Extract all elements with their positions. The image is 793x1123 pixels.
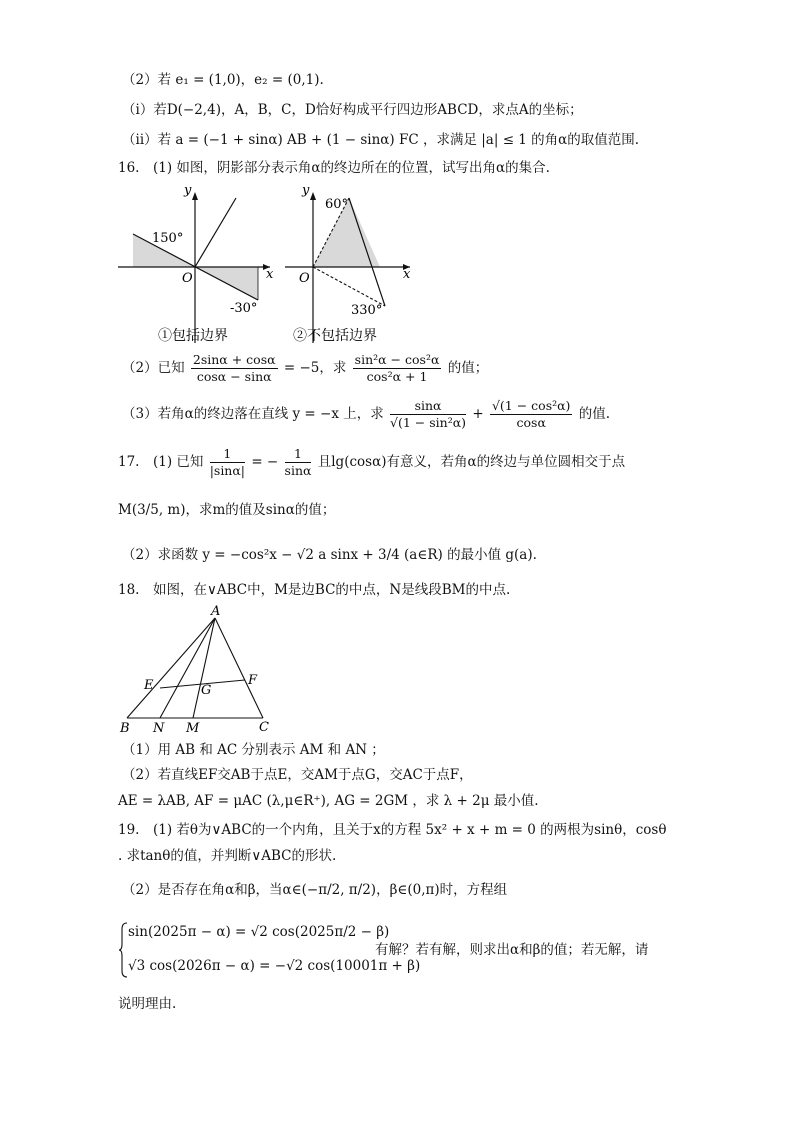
plus-sign: + [472,406,484,422]
q16-p2-lead: （2）已知 [122,360,185,376]
angle-neg30-label: -30° [230,301,258,316]
fraction-numerator: 1 [210,446,245,463]
fraction-numerator: √(1 − cos²α) [491,398,571,413]
q16-figure-2 [285,178,425,348]
fraction-denominator: sinα [284,463,312,478]
fraction [191,352,278,385]
system-brace [118,922,128,978]
q16-p2-eq: = −5，求 [283,360,347,376]
angle-60-label: 60° [325,197,349,212]
point-e-label: E [144,678,154,693]
fraction-numerator: 1 [285,446,312,463]
fraction-denominator: cos²α + 1 [366,369,428,384]
fraction-denominator: |sinα| [209,463,246,478]
q16-p2-tail: 的值； [447,360,489,376]
vertex-a-label: A [211,604,221,619]
q16-p3-tail: 的值. [578,406,611,422]
origin-label: O [182,271,193,286]
fraction-numerator: 2sinα + cosα [192,352,276,367]
point-f-label: F [248,673,258,688]
fraction [285,446,312,479]
q17-tail: 且lg(cosα)有意义，若角α的终边与单位圆相交于点 [317,454,626,470]
q15-part2: （2）若 e₁ = (1,0)，e₂ = (0,1). [122,72,324,88]
q16-part3 [122,398,610,431]
axis-x-label: x [266,267,274,282]
figure-1-caption: ①包括边界 [158,328,228,344]
q19-part1-cont: . 求tanθ的值，并判断∨ABC的形状. [118,848,337,864]
q18-triangle-figure [115,600,290,735]
q17-part2: （2）求函数 y = −cos²x − √2 a sinx + 3/4 (a∈R) 的最小值 g(a). [122,547,537,563]
q17-part1 [118,446,625,479]
vertex-b-label: B [120,721,130,735]
q17-eq: = − [251,454,279,470]
vertex-c-label: C [259,720,269,735]
point-n-label: N [153,721,165,735]
q19-equation-2: √3 cos(2026π − α) = −√2 cos(10001π + β) [128,958,421,974]
q19-part2-end: 说明理由. [118,996,177,1012]
fraction-denominator: √(1 − sin²α) [390,415,467,430]
fraction [353,352,442,385]
fraction-numerator: sinα [390,398,466,415]
q15-part2-ii: （ⅱ）若 a = (−1 + sinα) AB + (1 − sinα) FC ，求满足 |a| ≤ 1 的角α的取值范围. [122,132,640,148]
q18-part2-condition: AE = λAB, AF = μAC (λ,μ∈R⁺), AG = 2GM ，求 λ + 2μ 最小值. [118,793,539,809]
fraction-numerator: sin²α − cos²α [354,352,440,367]
q16-title: 16. (1) 如图，阴影部分表示角α的终边所在的位置，试写出角α的集合. [118,160,550,176]
fraction [490,398,573,431]
q17-point-m: M(3/5, m)，求m的值及sinα的值； [118,502,336,518]
q15-part2-i: （ⅰ）若D(−2,4)，A，B，C，D恰好构成平行四边形ABCD，求点A的坐标； [122,102,583,118]
q16-p3-lead: （3）若角α的终边落在直线 y = −x 上，求 [122,406,384,422]
fraction-denominator: cosα [516,415,546,430]
q18-part1: （1）用 AB 和 AC 分别表示 AM 和 AN ； [122,742,385,758]
q17-lead: 17. (1) 已知 [118,454,204,470]
q16-figure-1 [118,178,288,348]
q19-part2-question: 有解？若有解，则求出α和β的值；若无解，请 [375,942,649,958]
axis-y-label: y [184,183,192,198]
axis-x-label: x [403,267,411,282]
point-g-label: G [201,683,212,698]
q19-part1: 19. (1) 若θ为∨ABC的一个内角，且关于x的方程 5x² + x + m = 0 的两根为sinθ，cosθ [118,822,667,838]
origin-label: O [299,271,310,286]
q18-part2: （2）若直线EF交AB于点E，交AM于点G，交AC于点F， [122,767,473,783]
axis-y-label: y [302,183,310,198]
q18-title: 18. 如图，在∨ABC中，M是边BC的中点，N是线段BM的中点. [118,582,511,598]
figure-2-caption: ②不包括边界 [293,328,377,344]
angle-150-label: 150° [152,231,184,246]
q19-part2: （2）是否存在角α和β，当α∈(−π/2, π/2)，β∈(0,π)时，方程组 [122,882,508,898]
q16-part2 [122,352,488,385]
fraction [390,398,466,431]
q19-equation-1: sin(2025π − α) = √2 cos(2025π/2 − β) [128,924,390,940]
fraction [210,446,245,479]
point-m-label: M [186,721,200,735]
angle-330-label: 330° [351,303,383,318]
fraction-denominator: cosα − sinα [196,369,272,384]
